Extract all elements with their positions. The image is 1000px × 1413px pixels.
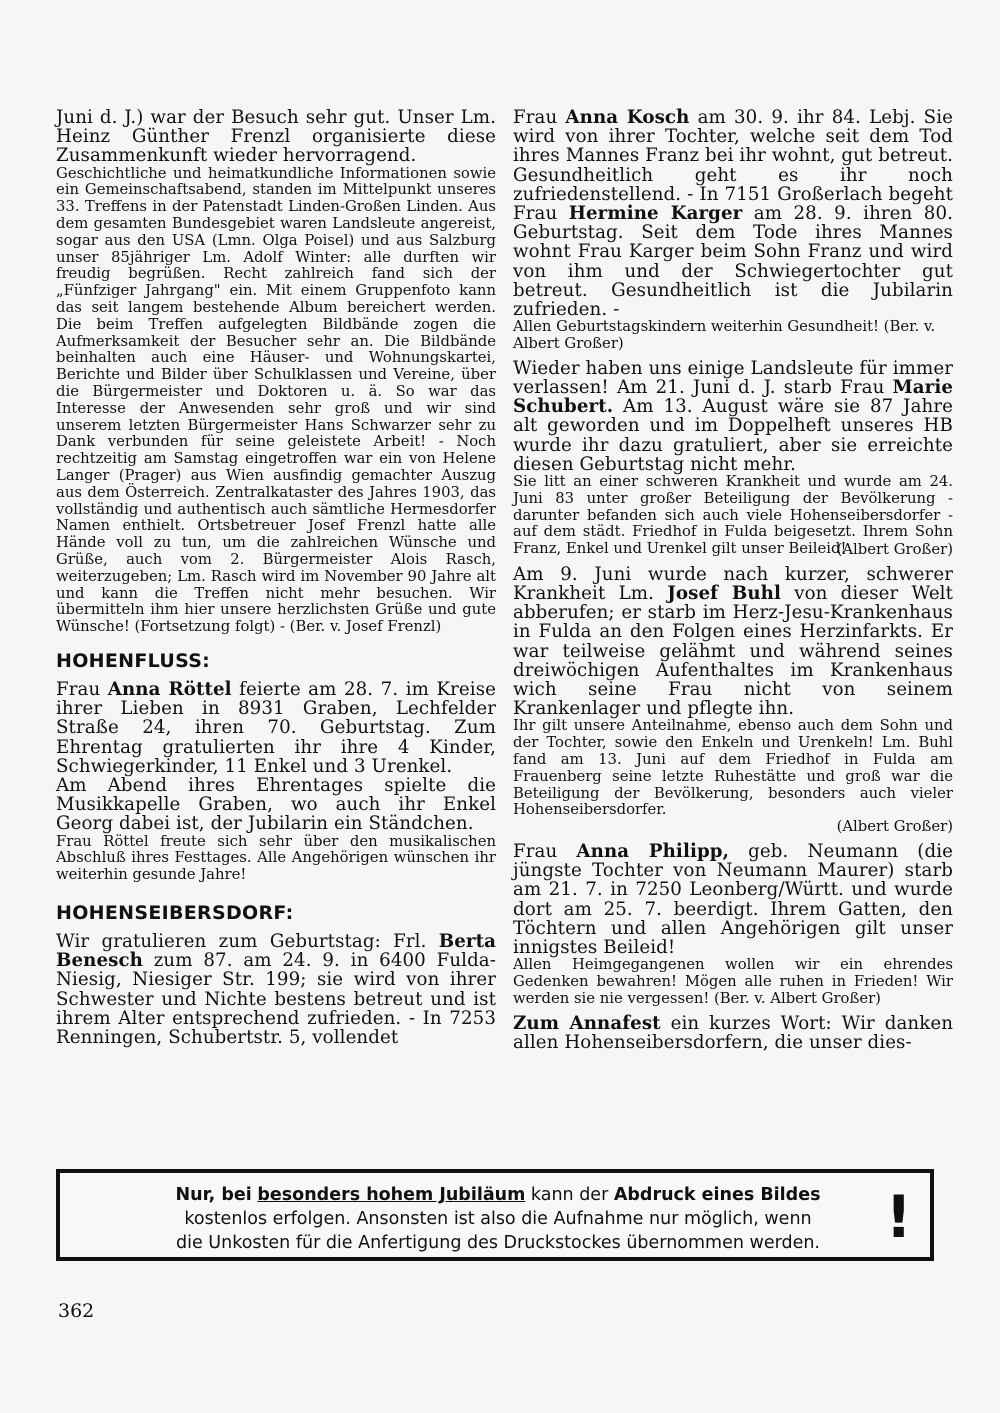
philipp-paragraph [513, 842, 953, 957]
exclamation-mark: ! [885, 1183, 912, 1251]
kosch-karger-paragraph [513, 108, 953, 319]
text: Frau [56, 678, 108, 700]
text: zum 87. am 24. 9. in 6400 Fulda-Niesig, Niesiger Str. 199; sie wird von ihrer Schwester und Nichte bestens betreut und ist ihrem Alter entsprechend zufrieden. - In 7253 Renningen, Schubertstr. 5, vollendet [56, 950, 496, 1048]
hohenfluss-small-paragraph: Frau Röttel freute sich sehr über den musikalischen Abschluß ihres Festtages. Alle Angehörigen wünschen ihr weiterhin gesunde Jahre! [56, 832, 496, 884]
text: geb. Neumann (die jüngste Tochter von Neumann Maurer) starb am 21. 7. in 7250 Leonberg/Württ. und wurde dort am 25. 7. beerdigt. Ihrem Gatten, den Töchtern und allen Angehörigen gilt unser innigstes Beileid! [513, 841, 953, 959]
hohenfluss-heading: HOHENFLUSS: [56, 649, 211, 672]
person-name: Hermine Karger [568, 203, 743, 225]
buhl-paragraph [513, 565, 953, 719]
text: feierte am 28. 7. im Kreise ihrer Lieben in 8931 Graben, Lechfelder Straße 24, ihren 70. Geburtstag. Zum Ehrentag gratulierten ihr ihre 4 Kinder, Schwiegerkinder, 11 Enkel und 3 Urenkel. [56, 678, 496, 777]
text: Am 9. Juni wurde nach kurzer, schwerer Krankheit Lm. [513, 563, 953, 605]
annafest-paragraph [513, 1014, 953, 1052]
notice-line-1 [108, 1183, 888, 1207]
signature: (Albert Großer) [836, 818, 953, 836]
text: Frau [513, 107, 566, 128]
text: Wir gratulieren zum Geburtstag: Frl. [56, 930, 439, 952]
text: Wieder haben uns einige Landsleute für immer verlassen! Am 21. Juni d. J. starb Frau [513, 357, 953, 399]
text: von dieser Welt abberufen; er starb im Herz-Jesu-Krankenhaus in Fulda an den Folgen eines Herzinfarkts. Er war teilweise gelähmt und während seines dreiwöchigen Aufenthaltes im Krankenhaus wich seine Frau nicht von seinem Krankenlager und pflegte ihn. [513, 583, 954, 720]
page-number: 362 [58, 1300, 95, 1322]
text: kann der [525, 1185, 614, 1205]
buhl-small-paragraph: Ihr gilt unsere Anteilnahme, ebenso auch dem Sohn und der Tochter, sowie den Enkeln und Urenkeln! Lm. Buhl fand am 13. Juni auf dem Friedhof in Fulda am Frauenberg seine letzte Ruhestätte und groß war die Beteiligung der Bevölkerung, besonders auch vieler Hohenseibersdorfer. [513, 717, 953, 819]
notice-box [56, 1169, 934, 1261]
notice-text [108, 1183, 888, 1255]
person-name: Berta Benesch [56, 930, 496, 972]
hohenfluss-paragraph-1 [56, 680, 496, 776]
right-column [513, 108, 953, 1052]
intro-paragraph: Juni d. J.) war der Besuch sehr gut. Unser Lm. Heinz Günther Frenzl organisierte diese Zusammenkunft wieder hervorragend. [56, 107, 496, 167]
text: Nur, bei [175, 1185, 252, 1205]
left-column [56, 108, 496, 1047]
text: Frau [513, 841, 577, 863]
hohenseibersdorf-paragraph [56, 932, 496, 1047]
philipp-small-paragraph: Allen Heimgegangenen wollen wir ein ehrendes Gedenken bewahren! Mögen alle ruhen in Frieden! Wir werden sie nie vergessen! (Ber. v. Albert Großer) [513, 956, 953, 1007]
text: am 30. 9. ihr 84. Lebj. Sie wird von ihrer Tochter, welche seit dem Tod ihres Mannes Franz bei ihr wohnt, gut betreut. Gesundheitlich geht es ihr noch zufriedenstellend. - In 7151 Großerlach begeht Frau [513, 107, 953, 225]
text: Abdruck eines Bildes [613, 1185, 821, 1205]
notice-line-2: kostenlos erfolgen. Ansonsten ist also die Aufnahme nur möglich, wenn [184, 1209, 812, 1229]
text: besonders hohem Jubiläum [257, 1185, 526, 1205]
text: Am 13. August wäre sie 87 Jahre alt geworden und im Doppelheft unseres HB wurde ihr dazu gratuliert, aber sie erreichte diesen Geburtstag nicht mehr. [513, 396, 953, 475]
signature: (Albert Großer) [836, 541, 953, 559]
person-name: Anna Kosch [565, 107, 690, 128]
birthday-wishes: Allen Geburtstagskindern weiterhin Gesundheit! (Ber. v. Albert Großer) [513, 318, 936, 353]
notice-line-3: die Unkosten für die Anfertigung des Druckstockes übernommen werden. [176, 1233, 820, 1253]
text: am 28. 9. ihren 80. Geburtstag. Seit dem Tode ihres Mannes wohnt Frau Karger beim Sohn Franz und wird von ihm und der Schwiegertochter gut betreut. Gesundheitlich ist die Jubilarin zufrieden. - [513, 203, 954, 321]
schubert-paragraph [513, 359, 953, 474]
hohenfluss-paragraph-2: Am Abend ihres Ehrentages spielte die Musikkapelle Graben, wo auch ihr Enkel Georg dabei ist, der Jubilarin ein Ständchen. [56, 774, 496, 835]
person-name: Josef Buhl [667, 583, 781, 605]
person-name: Anna Röttel [107, 678, 232, 700]
highlight: Zum Annafest [513, 1012, 661, 1034]
intro-small-paragraph: Geschichtliche und heimatkundliche Informationen sowie ein Gemeinschaftsabend, standen im Mittelpunkt unseres 33. Treffens in der Patenstadt Linden-Großen Linden. Aus dem gesamten Bundesgebiet waren Landsleute angereist, sogar aus den USA (Lmn. Olga Poisel) und aus Salzburg unser 85jähriger Lm. Adolf Winter: alle durften wir freudig begrüßen. Recht zahlreich fand sich der „Fünfziger Jahrgang" ein. Mit einem Gruppenfoto kann das seit langem bestehende Album bereichert werden. Die beim Treffen aufgelegten Bildbände zogen die Aufmerksamkeit der Besucher sehr an. Die Bildbände beinhalten auch eine Häuser- und Wohnungskartei, Berichte und Bilder über Schulklassen und Vereine, über die Bürgermeister und Doktoren u. ä. So war das Interesse der Anwesenden sehr groß und wir sind unserem letzten Bürgermeister Hans Schwarzer sehr zu Dank verbunden für seine geleistete Arbeit! - Noch rechtzeitig am Samstag eingetroffen war ein von Helene Langer (Prager) aus Wien ausfindig gemachter Auszug aus dem Österreich. Zentralkataster des Jahres 1903, das vollständig und authentisch auch sämtliche Hermesdorfer Namen enthielt. Ortsbetreuer Josef Frenzl hatte alle Hände voll zu tun, um die zahlreichen Wünsche und Grüße, auch vom 2. Bürgermeister Alois Rasch, weiterzugeben; Lm. Rasch wird im November 90 Jahre alt und kann die Treffen nicht mehr besuchen. Wir übermitteln ihm hier unsere herzlichsten Grüße und gute Wünsche! (Fortsetzung folgt) - (Ber. v. Josef Frenzl) [56, 164, 496, 636]
person-name: Anna Philipp, [576, 841, 730, 863]
person-name: Marie Schubert. [513, 377, 953, 418]
schubert-small-paragraph: Sie litt an einer schweren Krankheit und wurde am 24. Juni 83 unter großer Beteiligung der Bevölkerung - darunter befanden sich auch viele Hohenseibersdorfer - auf dem städt. Friedhof in Fulda beigesetzt. Ihrem Sohn Franz, Enkel und Urenkel gilt unser Beileid! [513, 473, 953, 558]
hohenseibersdorf-heading: HOHENSEIBERSDORF: [56, 901, 294, 924]
text: ein kurzes Wort: Wir danken allen Hohenseibersdorfern, die unser dies- [513, 1012, 954, 1053]
